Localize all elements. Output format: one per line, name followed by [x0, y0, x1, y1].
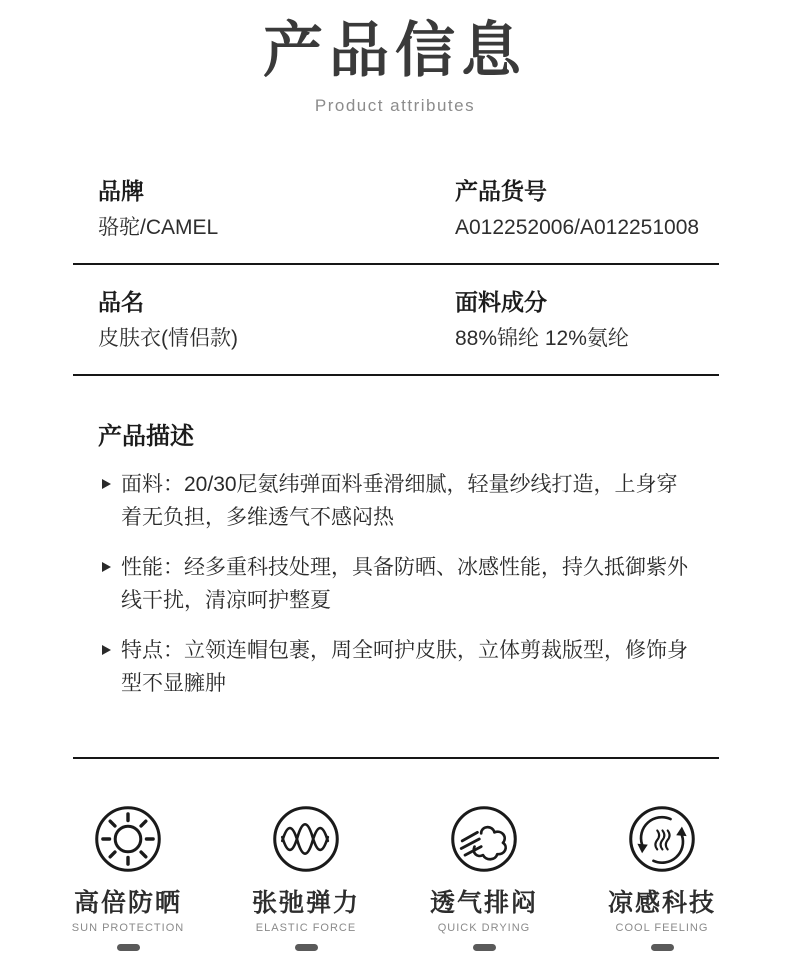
dash-indicator [651, 944, 674, 951]
dash-indicator [117, 944, 140, 951]
wind-cloud-icon [395, 803, 573, 875]
product-code-label: 产品货号 [455, 178, 547, 204]
cool-cycle-icon [573, 803, 751, 875]
feature-label: 高倍防晒 [73, 889, 182, 917]
feature-cool-feeling [573, 803, 751, 951]
feature-label: 透气排闷 [429, 889, 538, 917]
elastic-wave-icon [217, 803, 395, 875]
description-bullet-fabric [98, 468, 719, 534]
description-bullet-performance [98, 551, 719, 617]
feature-caption: COOL FEELING [615, 922, 709, 934]
feature-sun-protection [39, 803, 217, 951]
feature-label: 张弛弹力 [251, 889, 360, 917]
product-name-value: 皮肤衣(情侣款) [98, 327, 238, 350]
page-title: 产品信息 [263, 17, 527, 84]
bullet-text: 性能：经多重科技处理，具备防晒、冰感性能，持久抵御紫外线干扰，清凉呵护整夏 [121, 556, 688, 612]
fabric-composition-label: 面料成分 [455, 289, 547, 315]
feature-caption: QUICK DRYING [437, 922, 531, 934]
product-description-section [73, 376, 719, 759]
header [0, 0, 790, 116]
brand-cell [73, 178, 430, 240]
feature-caption: ELASTIC FORCE [255, 922, 357, 934]
bullet-text: 特点：立领连帽包裹，周全呵护皮肤，立体剪裁版型，修饰身型不显臃肿 [121, 639, 688, 695]
dash-indicator [473, 944, 496, 951]
page-subtitle: Product attributes [314, 96, 476, 115]
brand-value: 骆驼/CAMEL [98, 216, 219, 239]
triangle-bullet-icon [102, 479, 111, 489]
product-name-cell [73, 289, 430, 351]
description-heading: 产品描述 [98, 423, 194, 450]
attribute-row-brand [73, 154, 719, 265]
feature-label: 凉感科技 [607, 889, 716, 917]
sun-icon [39, 803, 217, 875]
feature-badges [0, 803, 790, 951]
product-code-cell [430, 178, 719, 240]
product-code-value: A012252006/A012251008 [455, 216, 700, 239]
fabric-composition-value: 88%锦纶 12%氨纶 [455, 327, 629, 350]
content-area [73, 154, 719, 759]
feature-quick-drying [395, 803, 573, 951]
feature-caption: SUN PROTECTION [71, 922, 185, 934]
description-bullet-features [98, 634, 719, 700]
triangle-bullet-icon [102, 562, 111, 572]
attribute-row-name [73, 265, 719, 376]
brand-label: 品牌 [98, 178, 144, 204]
dash-indicator [295, 944, 318, 951]
fabric-composition-cell [430, 289, 719, 351]
product-name-label: 品名 [98, 289, 144, 315]
feature-elastic-force [217, 803, 395, 951]
bullet-text: 面料：20/30尼氨纬弹面料垂滑细腻，轻量纱线打造，上身穿着无负担，多维透气不感闷热 [121, 473, 678, 529]
triangle-bullet-icon [102, 645, 111, 655]
